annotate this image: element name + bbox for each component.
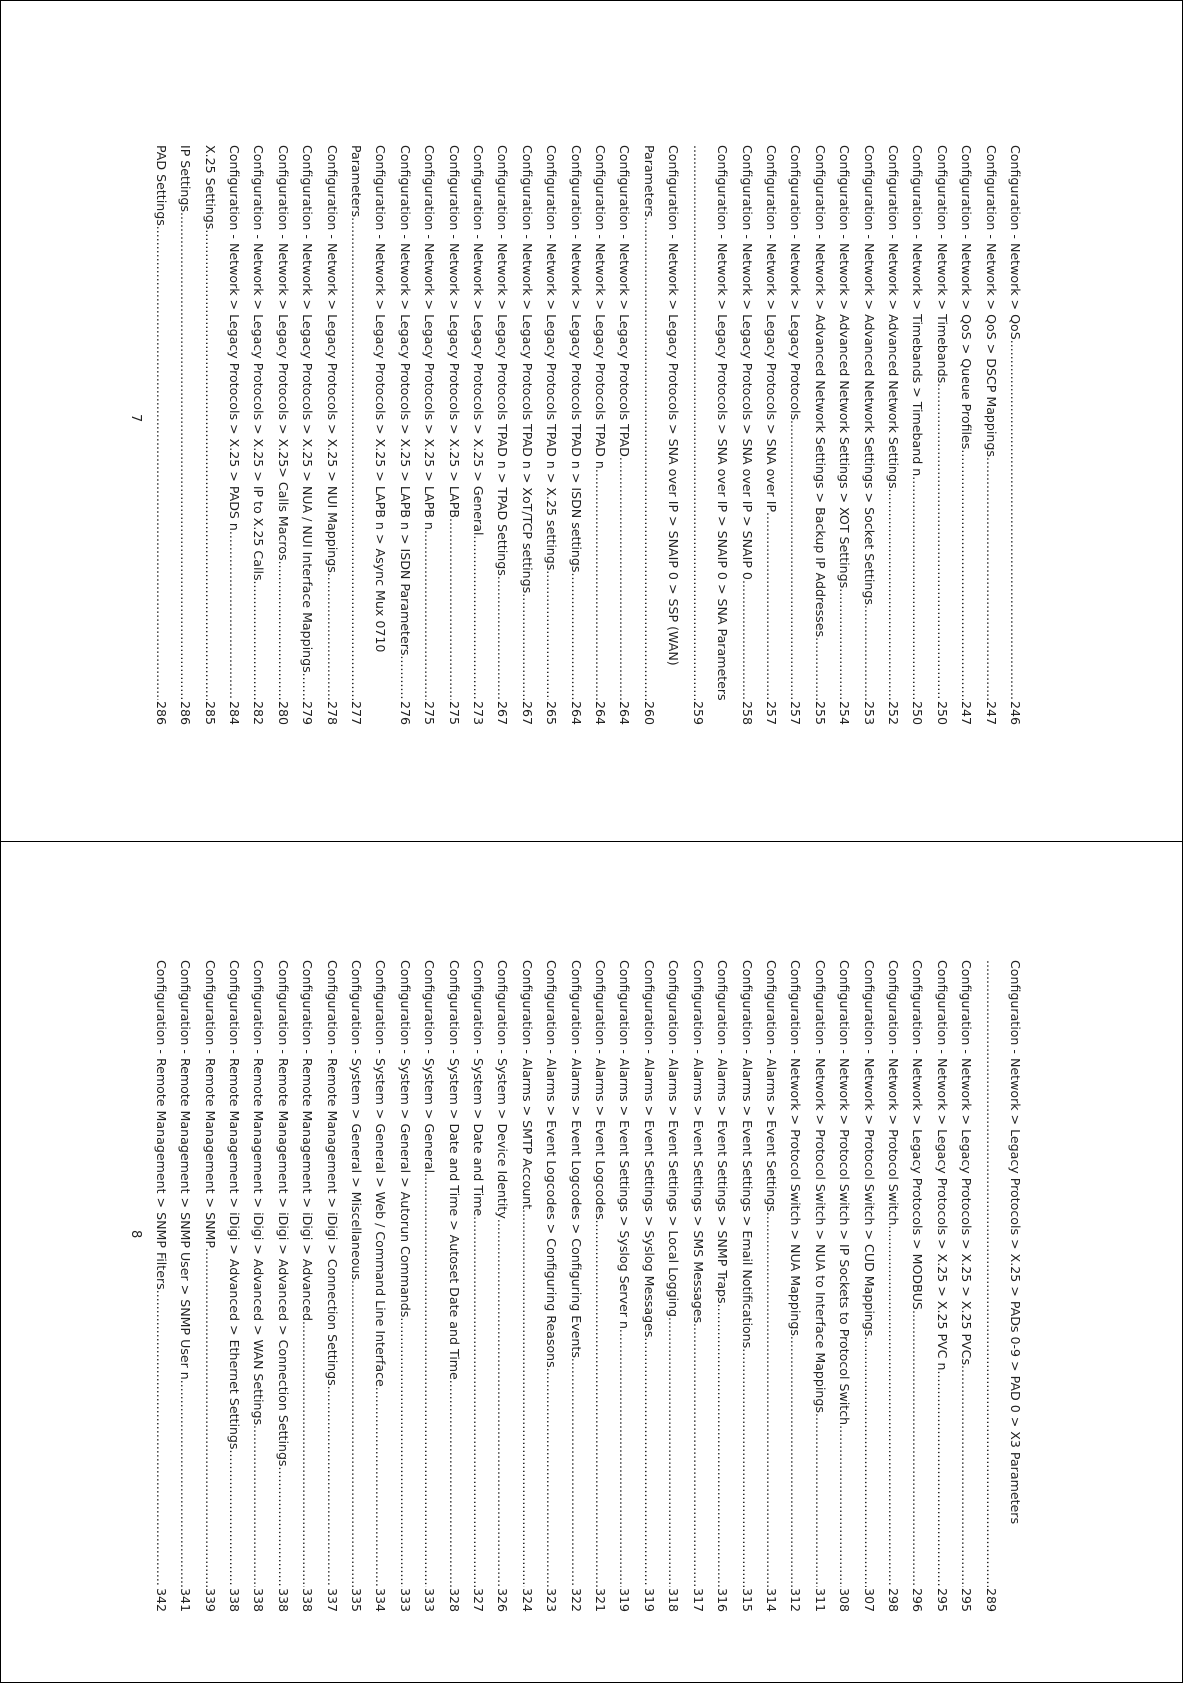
toc-entry[interactable] (344, 960, 368, 1612)
toc-entry-title: Configuration - Alarms > SMTP Account (519, 960, 535, 1210)
toc-entry-title: Configuration - Network > Legacy Protocols > X.25 > PADs 0-9 > PAD 0 > X3 Parameters (1008, 960, 1023, 1525)
dot-leader (783, 420, 807, 700)
dot-leader (466, 535, 490, 700)
toc-entry-title: Configuration - Network > Legacy Protocols TPAD (617, 145, 633, 457)
toc-entry[interactable] (759, 960, 783, 1612)
toc-entry-page: 295 (959, 1587, 975, 1612)
toc-entry[interactable] (685, 960, 709, 1612)
toc-entry-page: 341 (178, 1587, 194, 1612)
toc-entry-page: 257 (788, 700, 804, 725)
toc-entry-title: Configuration - Network > Advanced Network Settings > Socket Settings (861, 145, 877, 605)
toc-entry[interactable] (246, 145, 270, 725)
toc-entry-page: 296 (910, 1587, 926, 1612)
toc-entry[interactable] (539, 145, 563, 725)
toc-entry-page: 323 (544, 1587, 560, 1612)
dot-leader (392, 655, 416, 700)
toc-entry-page: 258 (739, 700, 755, 725)
toc-entry-page: 282 (251, 700, 267, 725)
toc-entry[interactable] (710, 960, 734, 1612)
toc-entry-page: 247 (959, 700, 975, 725)
toc-entry-page: 311 (812, 1587, 828, 1612)
dot-leader (710, 1304, 734, 1587)
toc-entry-title: Configuration - Network > Legacy Protocols > X.25 > LAPB (446, 145, 462, 518)
toc-entry-title: Configuration - Network > Legacy Protocols TPAD n > X.25 settings (544, 145, 560, 571)
toc-entry-title: Configuration - Remote Management > iDigi > Advanced > Ethernet Settings (227, 960, 242, 1450)
dot-leader (392, 1317, 416, 1587)
toc-entry-page: 246 (1008, 700, 1023, 725)
toc-entry-page: 250 (910, 700, 926, 725)
toc-entry[interactable] (563, 145, 587, 725)
toc-entry[interactable] (514, 145, 538, 725)
toc-entry-page: 334 (373, 1587, 389, 1612)
toc-entry-title: Configuration - Network > Protocol Switch (885, 960, 901, 1226)
toc-entry[interactable] (807, 960, 831, 1612)
toc-entry-title: Configuration - System > Date and Time > Autoset Date and Time (446, 960, 462, 1380)
toc-entry-title-continued: Parameters (641, 145, 657, 218)
toc-entry-title: Configuration - Remote Management > iDigi > Advanced > WAN Settings (251, 960, 267, 1426)
toc-entry-title: Configuration - Alarms > Event Settings (763, 960, 779, 1212)
toc-entry-title: Configuration - Remote Management > iDigi > Connection Settings (324, 960, 340, 1386)
toc-entry[interactable] (466, 145, 490, 725)
toc-entry-title: Configuration - Alarms > Event Settings > Email Notifications (739, 960, 755, 1349)
toc-entry-page: 276 (397, 700, 413, 725)
toc-entry[interactable] (759, 145, 783, 725)
toc-entry[interactable] (173, 145, 197, 725)
dot-leader (588, 1220, 612, 1587)
toc-entry-title: Configuration - Network > Legacy Protocols > X.25 > LAPB n > ISDN Parameters (397, 145, 413, 656)
toc-entry[interactable] (856, 960, 880, 1612)
toc-entry-title: Configuration - Alarms > Event Logcodes (593, 960, 609, 1220)
toc-entry-title-continued: Parameters (349, 145, 365, 218)
dot-leader (295, 1321, 319, 1587)
toc-entry-title: Configuration - Remote Management > SNMP Filters (153, 960, 169, 1290)
toc-entry-title: Configuration - Network > Protocol Switch > NUA Mappings (788, 960, 804, 1336)
toc-entry-page: 257 (763, 700, 779, 725)
toc-entry[interactable] (637, 960, 661, 1612)
toc-entry-page: 260 (641, 700, 657, 725)
dot-leader (563, 1358, 587, 1587)
toc-entry-title: X.25 Settings (202, 145, 218, 230)
toc-entry[interactable] (319, 960, 343, 1612)
toc-entry-title: Configuration - Network > Legacy Protocols > SNA over IP > SNAIP 0 (739, 145, 755, 580)
toc-entry-page: 264 (617, 700, 633, 725)
dot-leader (637, 217, 661, 700)
dot-leader (222, 1450, 246, 1587)
dot-leader (490, 576, 514, 700)
dot-leader (588, 469, 612, 700)
toc-entry-page: 338 (275, 1587, 291, 1612)
toc-list (148, 960, 1027, 1612)
toc-entry[interactable] (807, 145, 831, 725)
toc-entry-page: 254 (837, 700, 853, 725)
dot-leader (319, 573, 343, 700)
dot-leader (759, 1212, 783, 1587)
toc-entry-page: 307 (861, 1587, 877, 1612)
toc-entry[interactable] (270, 960, 294, 1612)
dot-leader (148, 226, 172, 700)
toc-entry-title: Configuration - Network > QoS > DSCP Mappings (983, 145, 999, 457)
toc-entry-page: 267 (495, 700, 511, 725)
toc-entry-page: 278 (324, 700, 340, 725)
toc-page-7 (0, 0, 1183, 841)
toc-entry-page: 277 (349, 700, 365, 725)
toc-entry[interactable] (856, 145, 880, 725)
toc-entry-title: Configuration - Alarms > Event Settings > SNMP Traps (715, 960, 731, 1304)
dot-leader (612, 1329, 636, 1587)
toc-entry-title: Configuration - Network > Advanced Network Settings > Backup IP Addresses (812, 145, 828, 638)
toc-entry-page: 316 (715, 1587, 731, 1612)
dot-leader (734, 580, 758, 700)
toc-entry-page: 264 (568, 700, 584, 725)
toc-entry-title: Configuration - Network > Legacy Protocols > SNA over IP > SNAIP 0 > SNA Parameters (715, 145, 731, 701)
toc-entry-title: Configuration - Alarms > Event Logcodes > Configuring Events (568, 960, 584, 1358)
dot-leader (222, 531, 246, 700)
toc-entry-page: 259 (690, 700, 706, 725)
toc-entry-page: 321 (593, 1587, 609, 1612)
dot-leader (1003, 340, 1027, 700)
toc-entry-page: 312 (788, 1587, 804, 1612)
toc-entry-page: 308 (837, 1587, 853, 1612)
dot-leader (612, 457, 636, 700)
toc-entry-page: 333 (397, 1587, 413, 1612)
toc-entry[interactable] (295, 145, 319, 725)
dot-leader (344, 217, 368, 700)
toc-entry[interactable] (246, 960, 270, 1612)
toc-entry-title: Configuration - Network > Legacy Protocols > X.25 > X.25 PVCs (959, 960, 975, 1366)
toc-entry-title: Configuration - Network > Legacy Protocols > X.25 > LAPB n > Async Mux 0710 (373, 145, 389, 653)
toc-entry-page: 275 (446, 700, 462, 725)
dot-leader (881, 489, 905, 700)
dot-leader (344, 1280, 368, 1587)
toc-entry[interactable] (173, 960, 197, 1612)
toc-entry[interactable] (588, 960, 612, 1612)
toc-entry-page: 279 (300, 700, 316, 725)
toc-entry-page: 327 (471, 1587, 487, 1612)
toc-entry-title: Configuration - Network > Protocol Switch > NUA to Interface Mappings (812, 960, 828, 1413)
toc-entry[interactable] (368, 960, 392, 1612)
dot-leader (441, 1380, 465, 1587)
toc-entry-title: Configuration - Remote Management > iDigi > Advanced (300, 960, 316, 1322)
toc-entry[interactable] (612, 145, 636, 725)
toc-list (148, 145, 1027, 725)
dot-leader (466, 1216, 490, 1587)
toc-entry-title: Configuration - Network > Legacy Protocols > X.25 > NUA / NUI Interface Mappings (300, 145, 316, 673)
toc-entry-title: Configuration - Network > Legacy Protocols > X.25> Calls Macros (275, 145, 291, 561)
toc-entry[interactable] (539, 960, 563, 1612)
dot-leader (368, 1387, 392, 1587)
toc-entry-page: 247 (983, 700, 999, 725)
toc-entry-title: Configuration - Network > Protocol Switch > IP Sockets to Protocol Switch (837, 960, 853, 1426)
toc-entry-page: 328 (446, 1587, 462, 1612)
toc-entry-page: 326 (495, 1587, 511, 1612)
toc-entry-page: 253 (861, 700, 877, 725)
toc-entry[interactable] (148, 145, 172, 725)
dot-leader (319, 1386, 343, 1587)
toc-entry-page: 338 (227, 1587, 242, 1612)
toc-entry[interactable] (563, 960, 587, 1612)
toc-entry-page: 333 (422, 1587, 438, 1612)
toc-entry[interactable] (197, 145, 221, 725)
toc-entry-title: Configuration - Remote Management > iDigi > Advanced > Connection Settings (275, 960, 291, 1467)
toc-entry[interactable] (734, 960, 758, 1612)
toc-entry[interactable] (954, 145, 978, 725)
toc-entry-title: Configuration - Network > Protocol Switch > CUD Mappings (861, 960, 877, 1337)
toc-entry-title: Configuration - System > General > Web / Command Line Interface (373, 960, 389, 1387)
toc-entry-page: 339 (202, 1587, 218, 1612)
dot-leader (807, 1413, 831, 1587)
toc-entry[interactable] (881, 145, 905, 725)
dot-leader (197, 1248, 221, 1587)
dot-leader (759, 512, 783, 700)
toc-entry-page: 275 (422, 700, 438, 725)
dot-leader (929, 1370, 953, 1586)
dot-leader (856, 1336, 880, 1587)
dot-leader (661, 1317, 685, 1587)
toc-entry[interactable] (978, 145, 1002, 725)
dot-leader (246, 581, 270, 700)
toc-entry-title: Configuration - Network > QoS > Queue Profiles (959, 145, 975, 450)
toc-entry-title: Configuration - Network > Legacy Protocols > MODBUS (910, 960, 926, 1310)
dot-leader (905, 1310, 929, 1587)
toc-entry-page: 255 (812, 700, 828, 725)
toc-entry[interactable] (466, 960, 490, 1612)
toc-entry-title: Configuration - Network > Legacy Protocols > X.25 > NUI Mappings (324, 145, 340, 573)
toc-entry-title: Configuration - Remote Management > SNMP (202, 960, 218, 1248)
toc-entry-page: 295 (934, 1587, 950, 1612)
toc-entry-title: Configuration - System > General > Autorun Commands (397, 960, 413, 1318)
toc-entry[interactable] (954, 960, 978, 1612)
toc-entry-page: 286 (178, 700, 194, 725)
toc-entry-page: 285 (202, 700, 218, 725)
toc-entry-page: 335 (349, 1587, 365, 1612)
toc-entry-title: Configuration - Network > Timebands > Timeband n (910, 145, 926, 477)
toc-entry[interactable] (295, 960, 319, 1612)
toc-entry[interactable] (270, 145, 294, 725)
toc-entry-title: Configuration - Network > QoS (1008, 145, 1023, 340)
dot-leader (441, 518, 465, 700)
toc-entry-title: Configuration - Network > Legacy Protocols > SNA over IP > SNAIP 0 > SSP (WAN) (666, 145, 682, 666)
toc-entry-title: Configuration - Network > Timebands (934, 145, 950, 384)
dot-leader (978, 960, 1002, 1587)
toc-entry-page: 286 (153, 700, 169, 725)
dot-leader (514, 1209, 538, 1587)
toc-entry-title: Configuration - Network > Legacy Protocols > X.25 > General (471, 145, 487, 536)
dot-leader (807, 637, 831, 700)
toc-entry-title: Configuration - Network > Legacy Protocols > X.25 > LAPB n (422, 145, 438, 530)
toc-entry[interactable] (1003, 145, 1027, 725)
toc-entry-title: Configuration - Alarms > Event Settings > Local Logging (666, 960, 682, 1318)
toc-entry[interactable] (490, 145, 514, 725)
dot-leader (685, 145, 709, 700)
toc-entry-title: Configuration - Alarms > Event Settings > Syslog Server n (617, 960, 633, 1329)
dot-leader (905, 476, 929, 700)
dot-leader (881, 1226, 905, 1587)
toc-entry-title: Configuration - Alarms > Event Settings > SMS Messages (690, 960, 706, 1324)
dot-leader (539, 1368, 563, 1587)
toc-entry-title: Configuration - Remote Management > SNMP User > SNMP User n (178, 960, 194, 1380)
dot-leader (563, 572, 587, 700)
toc-entry-page: 252 (885, 700, 901, 725)
toc-entry[interactable] (929, 960, 953, 1612)
toc-entry-title: Configuration - Network > Legacy Protocols (788, 145, 804, 421)
toc-entry[interactable] (441, 145, 465, 725)
dot-leader (417, 530, 441, 700)
toc-entry[interactable] (392, 145, 416, 725)
toc-entry[interactable] (344, 145, 393, 725)
toc-entry[interactable] (881, 960, 905, 1612)
dot-leader (197, 229, 221, 700)
toc-entry-title: Configuration - Network > Legacy Protocols TPAD n > XoT/TCP settings (519, 145, 535, 594)
dot-leader (856, 605, 880, 700)
toc-entry-title: Configuration - Network > Advanced Network Settings > XOT Settings (837, 145, 853, 589)
dot-leader (514, 593, 538, 700)
toc-entry[interactable] (612, 960, 636, 1612)
toc-entry[interactable] (637, 145, 686, 725)
dot-leader (490, 1219, 514, 1587)
dot-leader (954, 449, 978, 700)
toc-entry[interactable] (661, 960, 685, 1612)
toc-entry[interactable] (148, 960, 172, 1612)
toc-entry[interactable] (441, 960, 465, 1612)
toc-entry-title: Configuration - Network > Legacy Protocols > X.25 > PADS n (227, 145, 242, 531)
toc-entry-title: Configuration - Network > Legacy Protocols TPAD n > TPAD Settings (495, 145, 511, 576)
toc-entry-page: 319 (617, 1587, 633, 1612)
toc-entry-title: Configuration - Network > Legacy Protocols TPAD n (593, 145, 609, 469)
toc-entry-page: 264 (593, 700, 609, 725)
toc-entry-page: 280 (275, 700, 291, 725)
toc-entry-page: 284 (227, 700, 242, 725)
toc-entry[interactable] (417, 960, 441, 1612)
dot-leader (954, 1365, 978, 1587)
toc-entry-title: Configuration - Alarms > Event Logcodes > Configuring Reasons (544, 960, 560, 1368)
toc-entry-title: Configuration - System > General > Miscellaneous (349, 960, 365, 1280)
dot-leader (270, 561, 294, 700)
toc-entry-title: Configuration - System > Device Identity (495, 960, 511, 1219)
toc-entry-page: 265 (544, 700, 560, 725)
toc-entry[interactable] (734, 145, 758, 725)
toc-entry-page: 250 (934, 700, 950, 725)
toc-entry[interactable] (832, 960, 856, 1612)
toc-entry-page: 267 (519, 700, 535, 725)
toc-entry[interactable] (417, 145, 441, 725)
toc-entry-page: 315 (739, 1587, 755, 1612)
toc-entry-page: 273 (471, 700, 487, 725)
toc-entry[interactable] (222, 960, 246, 1612)
toc-entry-title: PAD Settings (153, 145, 169, 226)
toc-entry[interactable] (783, 145, 807, 725)
toc-entry[interactable] (514, 960, 538, 1612)
toc-entry[interactable] (197, 960, 221, 1612)
toc-entry-page: 338 (251, 1587, 267, 1612)
toc-entry-title: Configuration - Network > Legacy Protocols > X.25 > X.25 PVC n (934, 960, 950, 1371)
toc-entry[interactable] (832, 145, 856, 725)
toc-entry[interactable] (222, 145, 246, 725)
toc-entry[interactable] (319, 145, 343, 725)
dot-leader (637, 1337, 661, 1587)
toc-entry[interactable] (905, 960, 929, 1612)
toc-entry[interactable] (929, 145, 953, 725)
toc-entry-title: Configuration - System > Date and Time (471, 960, 487, 1217)
toc-entry-page: 324 (519, 1587, 535, 1612)
toc-entry-title: Configuration - Alarms > Event Settings > Syslog Messages (641, 960, 657, 1338)
dot-leader (417, 1173, 441, 1587)
toc-entry-page: 319 (641, 1587, 657, 1612)
toc-entry-page: 322 (568, 1587, 584, 1612)
dot-leader (246, 1425, 270, 1587)
toc-entry[interactable] (392, 960, 416, 1612)
toc-entry-page: 342 (153, 1587, 169, 1612)
toc-entry[interactable] (588, 145, 612, 725)
toc-page-8 (0, 842, 1183, 1682)
toc-entry[interactable] (783, 960, 807, 1612)
dot-leader (832, 1425, 856, 1587)
dot-leader (685, 1323, 709, 1587)
toc-entry-title: Configuration - Network > Legacy Protocols TPAD n > ISDN settings (568, 145, 584, 573)
toc-entry-title: Configuration - Network > Advanced Network Settings (885, 145, 901, 489)
dot-leader (173, 212, 197, 700)
dot-leader (539, 570, 563, 700)
dot-leader (295, 673, 319, 700)
dot-leader (783, 1336, 807, 1587)
toc-entry-title: IP Settings (178, 145, 194, 212)
toc-entry-title: Configuration - System > General (422, 960, 438, 1174)
toc-entry[interactable] (490, 960, 514, 1612)
toc-entry[interactable] (978, 960, 1027, 1612)
toc-entry-page: 337 (324, 1587, 340, 1612)
toc-entry-title: Configuration - Network > Legacy Protocols > X.25 > IP to X.25 Calls (251, 145, 267, 581)
toc-entry[interactable] (685, 145, 734, 725)
toc-entry-page: 314 (763, 1587, 779, 1612)
dot-leader (173, 1380, 197, 1587)
toc-entry-page: 318 (666, 1587, 682, 1612)
dot-leader (978, 457, 1002, 700)
toc-entry-page: 298 (885, 1587, 901, 1612)
page-number: 7 (128, 414, 143, 423)
dot-leader (734, 1348, 758, 1587)
dot-leader (270, 1467, 294, 1587)
toc-entry-page: 317 (690, 1587, 706, 1612)
toc-entry-title: Configuration - Network > Legacy Protocols > SNA over IP (763, 145, 779, 513)
toc-entry-page: 338 (300, 1587, 316, 1612)
dot-leader (832, 588, 856, 700)
page-number: 8 (128, 1230, 143, 1239)
toc-entry-page: 289 (983, 1587, 999, 1612)
dot-leader (148, 1290, 172, 1587)
dot-leader (929, 383, 953, 700)
toc-entry[interactable] (905, 145, 929, 725)
